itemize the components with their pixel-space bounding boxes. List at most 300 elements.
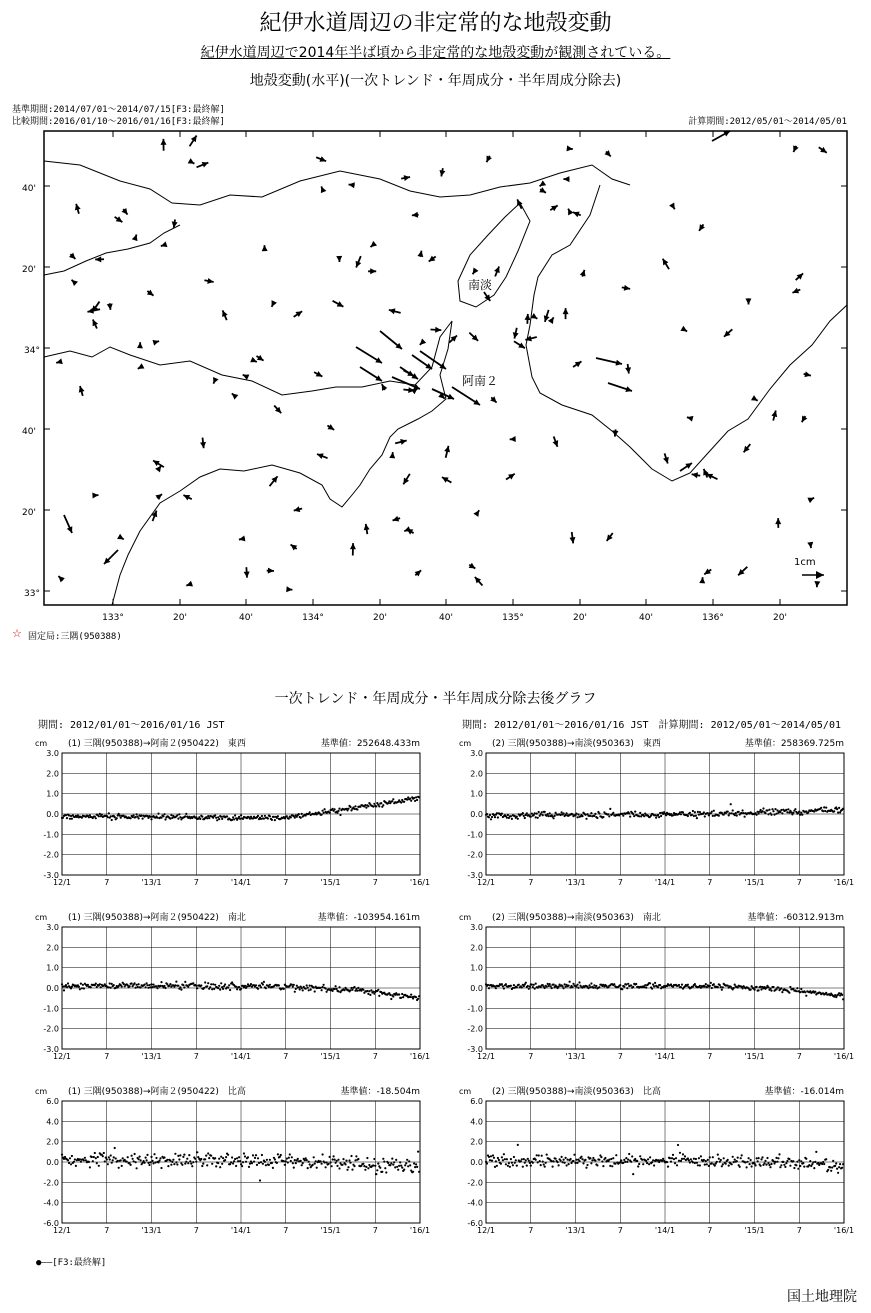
data-point: [222, 988, 224, 990]
data-point: [707, 812, 709, 814]
data-point: [364, 1169, 366, 1171]
data-point: [784, 1166, 786, 1168]
data-point: [829, 1166, 831, 1168]
data-point: [731, 812, 733, 814]
data-point: [659, 812, 661, 814]
data-point: [370, 989, 372, 991]
data-point: [206, 817, 208, 819]
data-point: [631, 1155, 633, 1157]
data-point: [551, 1160, 553, 1162]
data-point: [206, 1164, 208, 1166]
data-point: [235, 986, 237, 988]
data-point: [619, 984, 621, 986]
data-point: [107, 816, 109, 818]
data-point: [488, 1156, 490, 1158]
data-point: [486, 813, 488, 815]
data-point: [326, 991, 328, 993]
data-point: [570, 1158, 572, 1160]
data-point: [762, 807, 764, 809]
data-point: [767, 986, 769, 988]
data-point: [257, 1157, 259, 1159]
data-point: [127, 1156, 129, 1158]
data-point: [257, 988, 259, 990]
data-point: [788, 1158, 790, 1160]
panel-reference: 基準値：252648.433m: [320, 739, 420, 749]
data-point: [382, 804, 384, 806]
data-point: [614, 1163, 616, 1165]
data-point: [630, 984, 632, 986]
lat-label: 20': [22, 508, 36, 518]
data-point: [793, 1167, 795, 1169]
data-point: [758, 1157, 760, 1159]
data-point: [518, 984, 520, 986]
data-point: [369, 994, 371, 996]
data-point: [607, 813, 609, 815]
data-point: [576, 1162, 578, 1164]
data-point: [239, 818, 241, 820]
data-point: [232, 816, 234, 818]
data-point: [77, 814, 79, 816]
data-point: [204, 1158, 206, 1160]
data-point: [269, 815, 271, 817]
data-point: [781, 812, 783, 814]
data-point: [394, 1166, 396, 1168]
data-point: [160, 1167, 162, 1169]
panel-title: (2) 三隅(950388)→南淡(950363) 南北: [492, 913, 661, 923]
data-point: [510, 985, 512, 987]
data-point: [534, 812, 536, 814]
data-point: [249, 818, 251, 820]
data-point: [544, 1166, 546, 1168]
data-point: [736, 815, 738, 817]
data-point: [615, 1154, 617, 1156]
data-point: [398, 1165, 400, 1167]
data-point: [676, 1164, 678, 1166]
data-point: [167, 1165, 169, 1167]
data-point: [491, 1160, 493, 1162]
data-point: [62, 817, 64, 819]
data-point: [355, 1155, 357, 1157]
data-point: [662, 1158, 664, 1160]
data-point: [540, 1164, 542, 1166]
data-point: [730, 803, 732, 805]
data-point: [272, 1167, 274, 1169]
data-point: [823, 1163, 825, 1165]
x-tick-label: '16/1: [409, 1226, 431, 1235]
data-point: [380, 802, 382, 804]
data-point: [177, 818, 179, 820]
data-point: [554, 815, 556, 817]
data-point: [741, 812, 743, 814]
scale-label: 1cm: [794, 557, 816, 568]
data-point: [505, 983, 507, 985]
data-point: [81, 817, 83, 819]
longitude-labels: [102, 613, 787, 623]
data-point: [506, 817, 508, 819]
data-point: [162, 815, 164, 817]
data-point: [536, 1154, 538, 1156]
data-point: [403, 1169, 405, 1171]
data-point: [718, 815, 720, 817]
latitude-labels: [22, 184, 40, 599]
data-point: [354, 1159, 356, 1161]
data-point: [236, 988, 238, 990]
data-point: [240, 1163, 242, 1165]
data-point: [211, 1163, 213, 1165]
data-point: [677, 1144, 679, 1146]
data-point: [92, 1160, 94, 1162]
data-point: [220, 1156, 222, 1158]
data-point: [495, 987, 497, 989]
data-point: [130, 817, 132, 819]
data-point: [590, 812, 592, 814]
data-point: [109, 982, 111, 984]
data-point: [267, 817, 269, 819]
data-point: [619, 1161, 621, 1163]
data-point: [172, 1159, 174, 1161]
data-point: [625, 983, 627, 985]
data-point: [623, 986, 625, 988]
data-point: [768, 809, 770, 811]
data-point: [836, 1168, 838, 1170]
data-point: [493, 814, 495, 816]
lon-label: 135°: [502, 613, 524, 623]
data-point: [66, 986, 68, 988]
x-tick-label: 7: [104, 878, 110, 887]
x-tick-label: '16/1: [833, 878, 855, 887]
data-point: [796, 1161, 798, 1163]
data-point: [213, 988, 215, 990]
data-point: [269, 1159, 271, 1161]
data-point: [274, 1158, 276, 1160]
data-point: [498, 1159, 500, 1161]
data-point: [104, 1160, 106, 1162]
data-point: [777, 987, 779, 989]
data-point: [364, 804, 366, 806]
data-point: [61, 983, 63, 985]
data-point: [520, 1160, 522, 1162]
data-point: [258, 1162, 260, 1164]
data-point: [598, 986, 600, 988]
data-point: [299, 988, 301, 990]
data-point: [291, 984, 293, 986]
data-point: [139, 1156, 141, 1158]
data-point: [99, 813, 101, 815]
x-tick-label: '14/1: [230, 878, 252, 887]
data-point: [351, 989, 353, 991]
lat-label: 20': [22, 265, 36, 275]
data-point: [368, 990, 370, 992]
data-point: [526, 1165, 528, 1167]
data-point: [65, 814, 67, 816]
data-point: [582, 1162, 584, 1164]
data-point: [224, 1159, 226, 1161]
data-point: [706, 1163, 708, 1165]
data-point: [487, 984, 489, 986]
data-point: [114, 816, 116, 818]
data-point: [501, 813, 503, 815]
data-point: [756, 986, 758, 988]
data-point: [226, 815, 228, 817]
data-point: [494, 1166, 496, 1168]
data-point: [683, 1158, 685, 1160]
x-tick-label: 7: [372, 1226, 378, 1235]
data-point: [496, 1165, 498, 1167]
data-point: [286, 815, 288, 817]
data-point: [320, 987, 322, 989]
data-point: [96, 986, 98, 988]
data-point: [516, 816, 518, 818]
x-tick-label: 12/1: [53, 1226, 71, 1235]
period-right: 期間: 2012/01/01～2016/01/16 JST 計算期間: 2012/05/01～2014/05/01: [462, 720, 841, 731]
data-point: [754, 989, 756, 991]
base-period: 基準期間:2014/07/01～2014/07/15[F3:最終解]: [12, 105, 225, 115]
data-point: [814, 1161, 816, 1163]
data-point: [535, 1159, 537, 1161]
data-point: [217, 987, 219, 989]
data-point: [367, 1167, 369, 1169]
data-point: [699, 811, 701, 813]
data-point: [395, 1159, 397, 1161]
data-point: [93, 1156, 95, 1158]
data-point: [745, 1161, 747, 1163]
data-point: [842, 998, 844, 1000]
data-point: [692, 1161, 694, 1163]
data-point: [557, 1161, 559, 1163]
data-point: [795, 990, 797, 992]
data-point: [245, 1161, 247, 1163]
data-point: [502, 1159, 504, 1161]
data-point: [679, 811, 681, 813]
data-point: [372, 991, 374, 993]
data-point: [537, 817, 539, 819]
data-point: [133, 1160, 135, 1162]
data-point: [697, 1164, 699, 1166]
data-point: [175, 1161, 177, 1163]
data-point: [642, 1163, 644, 1165]
data-point: [575, 813, 577, 815]
data-point: [163, 1156, 165, 1158]
data-point: [708, 1165, 710, 1167]
data-point: [81, 987, 83, 989]
y-tick-label: 3.0: [46, 923, 59, 932]
data-point: [546, 1154, 548, 1156]
data-point: [761, 1156, 763, 1158]
data-point: [174, 1153, 176, 1155]
data-point: [732, 809, 734, 811]
data-point: [566, 812, 568, 814]
data-point: [147, 987, 149, 989]
data-point: [383, 1161, 385, 1163]
data-point: [134, 1153, 136, 1155]
data-point: [409, 1164, 411, 1166]
data-point: [321, 1163, 323, 1165]
y-tick-label: 2.0: [470, 769, 483, 779]
data-point: [512, 1164, 514, 1166]
data-point: [323, 984, 325, 986]
data-point: [354, 805, 356, 807]
data-point: [410, 800, 412, 802]
data-point: [283, 1160, 285, 1162]
data-point: [170, 814, 172, 816]
data-point: [235, 1165, 237, 1167]
data-point: [770, 1163, 772, 1165]
data-point: [164, 818, 166, 820]
data-point: [184, 981, 186, 983]
data-point: [585, 818, 587, 820]
data-point: [88, 816, 90, 818]
data-point: [137, 986, 139, 988]
data-point: [722, 1163, 724, 1165]
data-point: [341, 1164, 343, 1166]
lon-label: 134°: [302, 613, 324, 623]
data-point: [767, 1162, 769, 1164]
x-tick-label: 7: [193, 1226, 199, 1235]
data-point: [121, 985, 123, 987]
data-point: [763, 1162, 765, 1164]
data-point: [250, 983, 252, 985]
data-point: [277, 815, 279, 817]
data-point: [349, 1162, 351, 1164]
data-point: [620, 1159, 622, 1161]
data-point: [367, 993, 369, 995]
data-point: [652, 983, 654, 985]
data-point: [772, 986, 774, 988]
data-point: [265, 1164, 267, 1166]
data-point: [228, 984, 230, 986]
data-point: [356, 808, 358, 810]
data-point: [96, 1162, 98, 1164]
data-point: [531, 813, 533, 815]
data-point: [200, 984, 202, 986]
data-point: [521, 1158, 523, 1160]
data-point: [118, 1167, 120, 1169]
data-point: [349, 806, 351, 808]
data-point: [221, 818, 223, 820]
data-point: [134, 982, 136, 984]
data-point: [796, 987, 798, 989]
data-point: [201, 816, 203, 818]
data-point: [67, 982, 69, 984]
data-point: [834, 1165, 836, 1167]
panel-title: (1) 三隅(950388)→阿南２(950422) 南北: [68, 913, 246, 923]
data-point: [651, 1161, 653, 1163]
data-point: [263, 981, 265, 983]
data-point: [336, 1165, 338, 1167]
data-point: [672, 814, 674, 816]
data-point: [301, 1164, 303, 1166]
data-point: [625, 1157, 627, 1159]
data-point: [783, 1164, 785, 1166]
data-point: [335, 1162, 337, 1164]
data-point: [209, 986, 211, 988]
data-point: [301, 987, 303, 989]
data-point: [489, 1159, 491, 1161]
data-point: [409, 996, 411, 998]
y-tick-label: -3.0: [467, 871, 483, 880]
y-tick-label: 1.0: [470, 789, 483, 799]
panel-reference: 基準値：-60312.913m: [747, 913, 844, 923]
data-point: [574, 1162, 576, 1164]
data-point: [146, 984, 148, 986]
data-point: [119, 815, 121, 817]
data-point: [505, 1163, 507, 1165]
graph-panel: [459, 1085, 854, 1235]
station-label-anan: 阿南２: [462, 374, 499, 388]
data-point: [765, 1164, 767, 1166]
data-point: [62, 985, 64, 987]
data-point: [300, 1160, 302, 1162]
data-point: [114, 1147, 116, 1149]
x-tick-label: 7: [617, 878, 623, 887]
data-point: [187, 1162, 189, 1164]
lon-label: 136°: [702, 613, 724, 623]
x-tick-label: '13/1: [141, 1226, 162, 1235]
data-point: [111, 983, 113, 985]
data-point: [305, 988, 307, 990]
data-point: [237, 1160, 239, 1162]
data-point: [231, 1156, 233, 1158]
y-tick-label: -6.0: [43, 1219, 59, 1228]
data-point: [152, 1162, 154, 1164]
data-point: [807, 811, 809, 813]
data-point: [590, 982, 592, 984]
data-point: [838, 807, 840, 809]
data-point: [780, 1164, 782, 1166]
data-point: [494, 816, 496, 818]
panel-title: (2) 三隅(950388)→南淡(950363) 比高: [492, 1087, 661, 1097]
data-point: [529, 1162, 531, 1164]
data-point: [98, 815, 100, 817]
data-point: [163, 985, 165, 987]
data-point: [309, 811, 311, 813]
data-point: [382, 1158, 384, 1160]
panel-reference: 基準値：258369.725m: [744, 739, 844, 749]
data-point: [314, 1163, 316, 1165]
data-point: [136, 984, 138, 986]
data-point: [326, 1161, 328, 1163]
data-point: [259, 1179, 261, 1181]
data-point: [196, 987, 198, 989]
data-point: [738, 811, 740, 813]
data-point: [593, 984, 595, 986]
legend-final-solution: ●――[F3:最終解]: [36, 1258, 107, 1268]
data-point: [553, 1160, 555, 1162]
data-point: [169, 818, 171, 820]
data-point: [149, 986, 151, 988]
data-point: [418, 796, 420, 798]
data-point: [294, 817, 296, 819]
data-point: [219, 989, 221, 991]
data-point: [356, 990, 358, 992]
data-point: [541, 1155, 543, 1157]
map-title: 地殻変動(水平)(一次トレンド・年周成分・半年周成分除去): [249, 73, 622, 89]
data-point: [138, 817, 140, 819]
data-point: [538, 811, 540, 813]
data-point: [612, 812, 614, 814]
data-point: [549, 812, 551, 814]
data-point: [163, 813, 165, 815]
data-point: [227, 1154, 229, 1156]
data-point: [678, 984, 680, 986]
data-point: [365, 1166, 367, 1168]
data-point: [740, 1157, 742, 1159]
data-point: [780, 987, 782, 989]
data-point: [727, 1159, 729, 1161]
data-point: [501, 983, 503, 985]
data-point: [830, 1170, 832, 1172]
data-point: [290, 816, 292, 818]
